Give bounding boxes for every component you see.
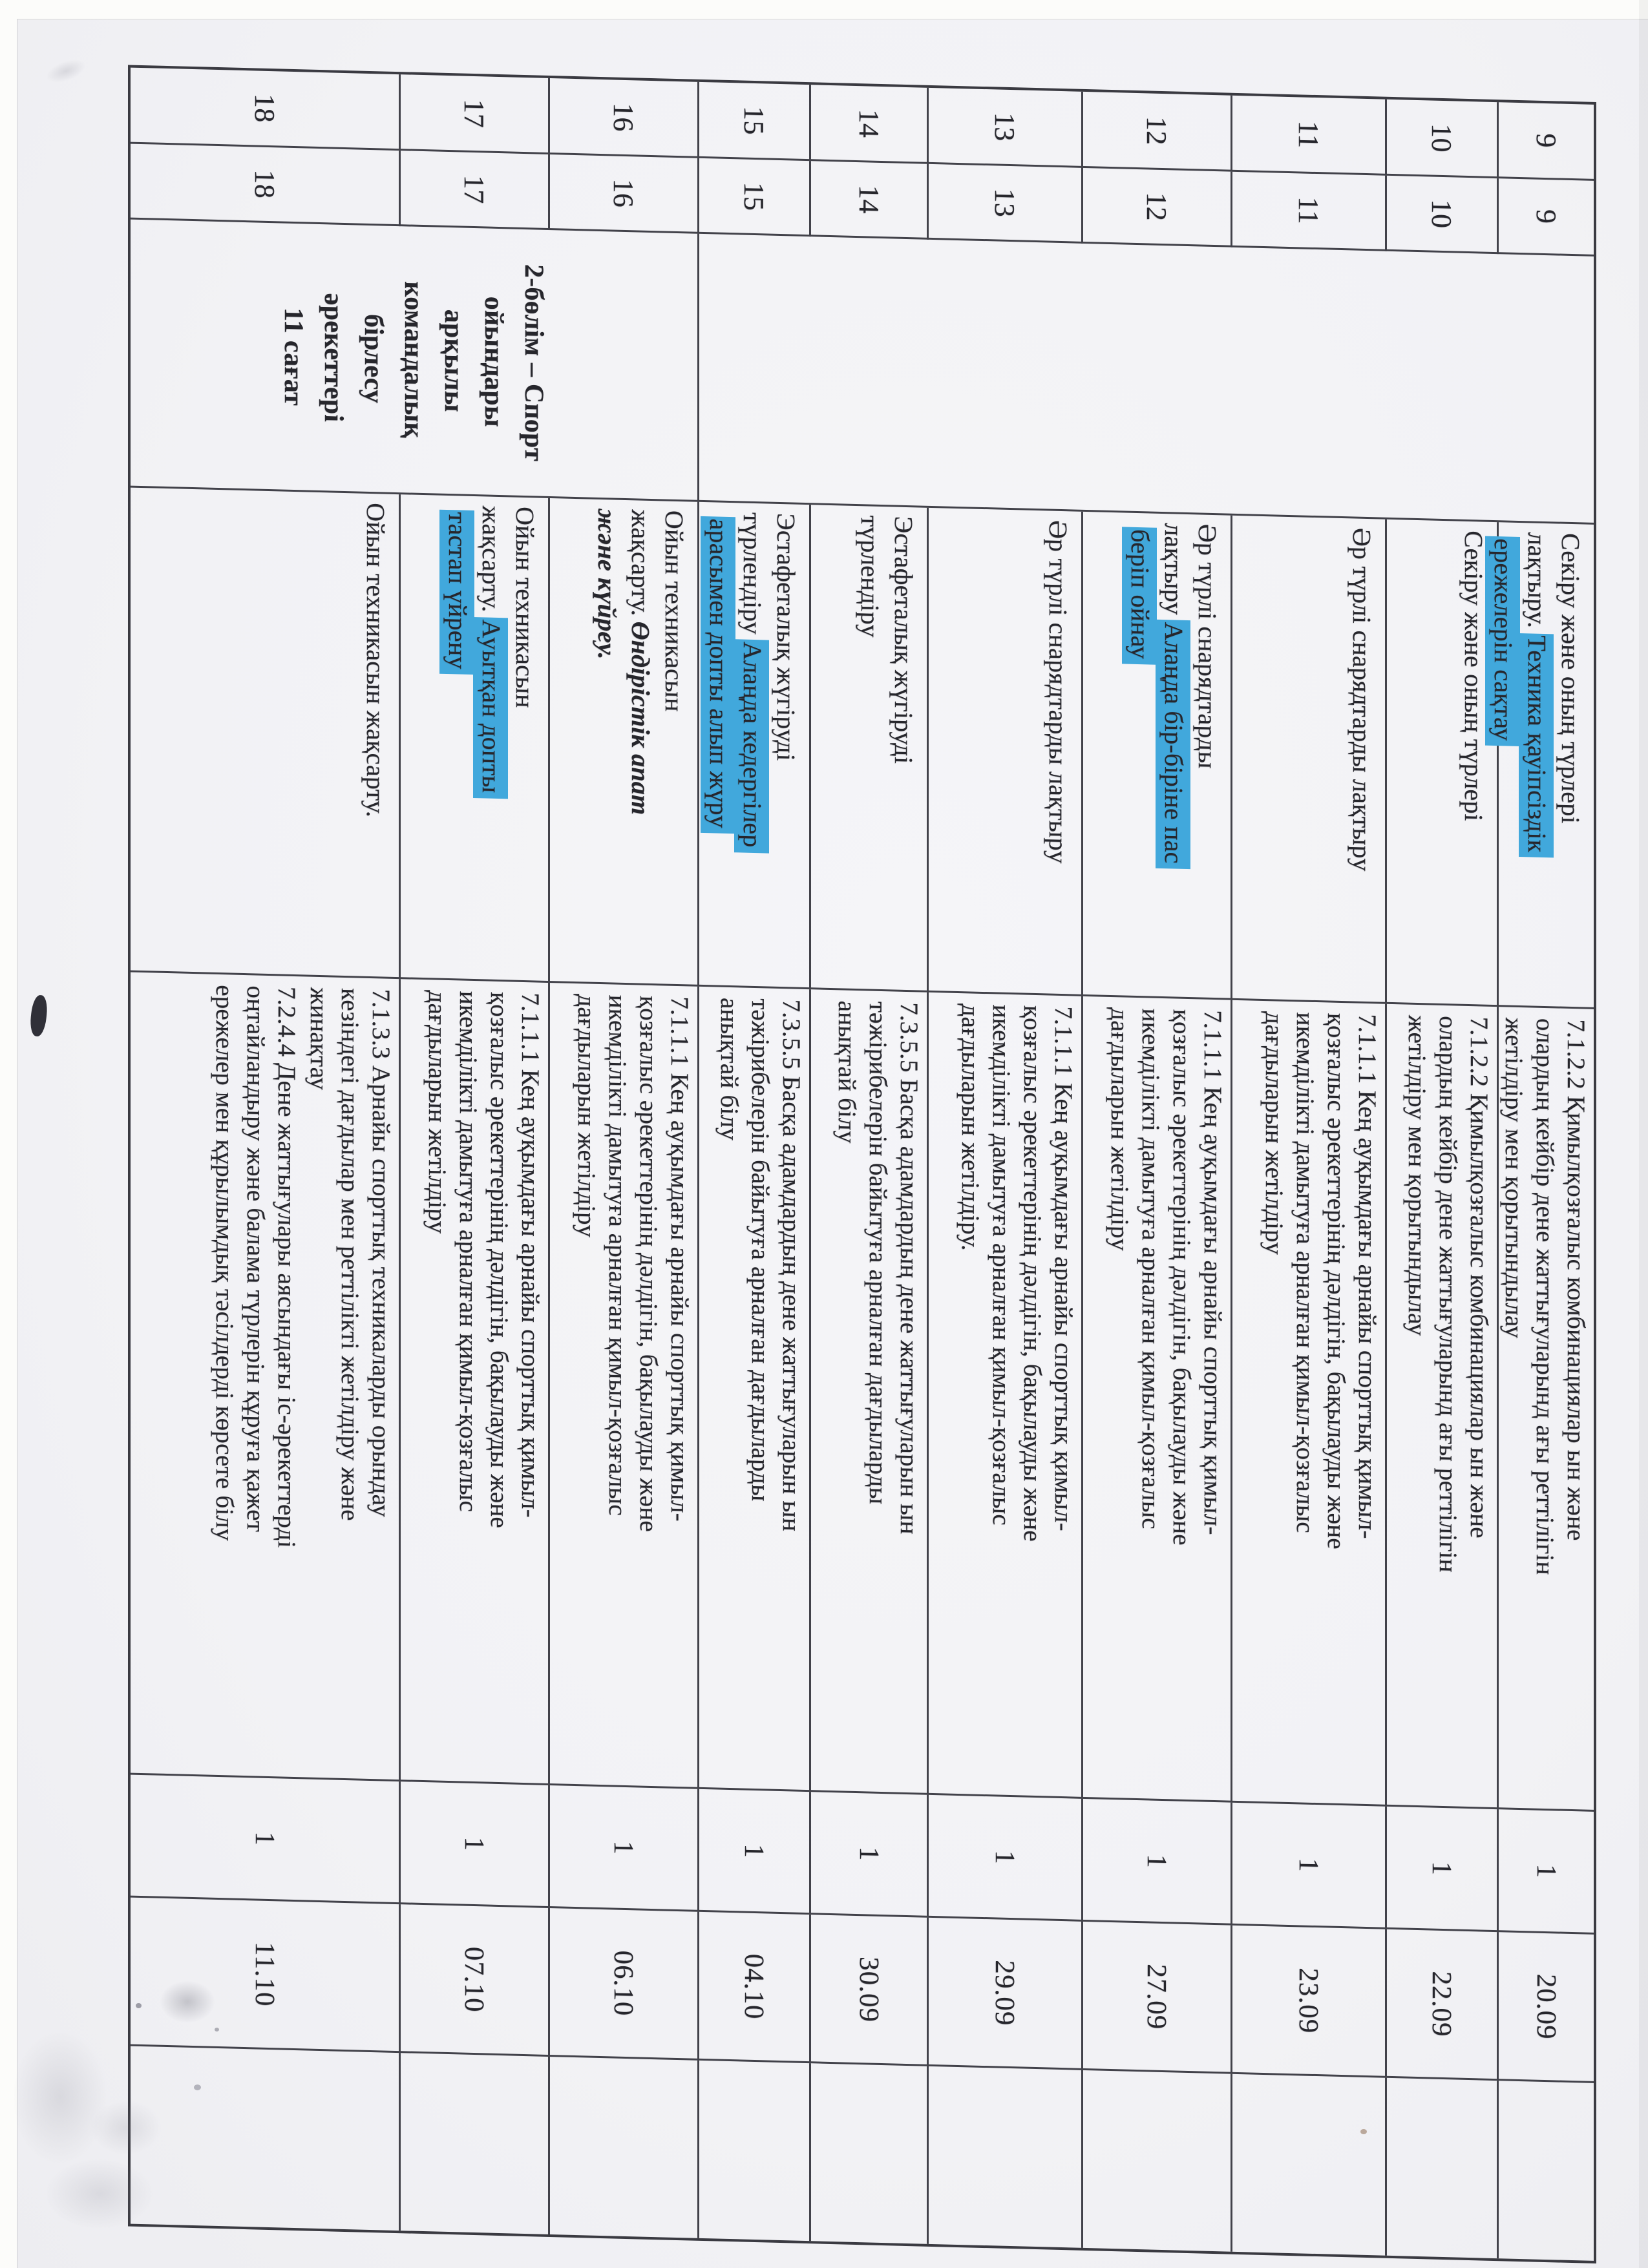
hours-value: 1 (459, 1836, 490, 1851)
objectives-cell (131, 972, 399, 1782)
objectives-cell (1231, 1000, 1385, 1807)
topic-text: Ойын техникасын жақсарту. (626, 509, 689, 713)
lesson-number-cell (1231, 172, 1385, 251)
date-cell (1385, 1929, 1497, 2081)
objective-text: 7.1.1.1 Кең ауқымдағы арнайы спорттық қимыл-қозғалыс әрекеттерінің дәлдігін, бақылауды және икемділікті дамытуға арналған қимыл-қозғалыс дағдыларын жетілдіру (573, 993, 693, 1533)
hours-cell (548, 1785, 697, 1912)
date-value: 23.09 (1293, 1967, 1324, 2034)
date-cell (1497, 1932, 1594, 2083)
notes-cell (131, 2046, 399, 2231)
hours-cell (697, 1789, 809, 1915)
lesson-number-cell (927, 164, 1081, 244)
lesson-topic-cell (1489, 522, 1594, 1009)
objective-text: 7.1.2.2 Қимылқозғалыс комбинациялар ын және олардың кейбір дене жаттығуларынд ағы реттілігін жетілдіру мен қорытындылау (1500, 1017, 1590, 1575)
objective-text: 7.1.1.1 Кең ауқымдағы арнайы спорттық қимыл-қозғалыс әрекеттерінің дәлдігін, бақылауды және икемділікті дамытуға арналған қимыл-қозғалыс дағдыларын жетілдіру. (956, 1003, 1077, 1542)
hours-cell (1081, 1799, 1231, 1926)
topic-highlighted-text: Алаңда бір-біріне пас беріп ойнау (1122, 527, 1190, 869)
row-number: 14 (853, 109, 885, 138)
lesson-topic-cell (548, 498, 697, 987)
date-value: 11.10 (249, 1941, 280, 2008)
hours-cell (1231, 1803, 1385, 1929)
topic-highlighted-text: Алаңда кедергілер арасымен допты алып жүру (701, 516, 769, 853)
lesson-topic-cell (1081, 512, 1231, 1000)
hours-cell (809, 1792, 927, 1918)
row-number: 12 (1141, 116, 1173, 146)
hours-value: 1 (739, 1843, 770, 1858)
date-cell (697, 1912, 809, 2063)
lesson-topic-cell (1231, 516, 1385, 1004)
section-title (274, 258, 555, 462)
row-number-cell (399, 74, 548, 154)
lesson-number-cell (809, 161, 927, 240)
objectives-cell (399, 979, 548, 1785)
lesson-number-cell (399, 151, 548, 230)
date-cell (1081, 1922, 1231, 2074)
lesson-number: 12 (1141, 191, 1173, 222)
objective-text: 7.2.4.4 Дене жаттығулары аясындағы іс-әрекеттерді оңтайландыру және балама түрлерін құруға қажет ережелер мен құрылымдық тәсілдерді көрсете білу (211, 984, 301, 1549)
objective-text: 7.3.5.5 Басқа адамдардың дене жаттығуларын ын тәжірибелерін байытуға арналған дағдыларды анықтай білу (715, 997, 805, 1532)
hours-value: 1 (1141, 1853, 1172, 1869)
date-value: 06.10 (608, 1949, 639, 2017)
topic-text: Әр түрлі снарядтарды лақтыру (1347, 527, 1377, 872)
row-number-cell (1231, 96, 1385, 176)
objectives-cell (1385, 1004, 1497, 1809)
hours-value: 1 (1531, 1864, 1561, 1878)
hours-cell (1385, 1807, 1497, 1932)
hours-value: 1 (854, 1846, 884, 1862)
date-value: 20.09 (1531, 1973, 1561, 2041)
objectives-cell (548, 983, 697, 1789)
date-cell (131, 1898, 399, 2053)
lesson-topic-cell (399, 494, 548, 983)
date-value: 27.09 (1141, 1963, 1172, 2030)
row-number: 9 (1530, 132, 1562, 149)
notes-cell (1081, 2070, 1231, 2252)
hours-cell (1497, 1809, 1594, 1935)
topic-highlighted-text: Техника қауіпсіздік ережелерін сақтау (1485, 536, 1554, 858)
row-number-cell (131, 68, 399, 151)
objectives-cell (697, 987, 809, 1792)
notes-cell (809, 2063, 927, 2244)
section-title-line: ойындары (479, 296, 509, 428)
objective-text: 7.1.2.2 Қимылқозғалыс комбинациялар ын және олардың кейбір дене жаттығуларынд ағы реттілігін жетілдіру мен қорытындылау (1403, 1014, 1493, 1573)
section-title-line: командалық (399, 280, 429, 439)
date-value: 29.09 (989, 1959, 1020, 2026)
lesson-plan-table (128, 65, 1596, 2263)
date-value: 07.10 (459, 1946, 490, 2013)
lesson-number: 11 (1293, 196, 1325, 225)
lesson-number-cell (697, 158, 809, 236)
lesson-number-cell (1497, 178, 1594, 257)
hours-value: 1 (249, 1831, 280, 1846)
objectives-cell (809, 989, 927, 1795)
objective-text: 7.1.1.1 Кең ауқымдағы арнайы спорттық қимыл-қозғалыс әрекеттерінің дәлдігін, бақылауды және икемділікті дамытуға арналған қимыл-қозғалыс дағдыларын жетілдіру (1260, 1011, 1381, 1550)
topic-text: Эстафеталық жүгіруді түрлендіру (738, 512, 801, 762)
row-number: 10 (1426, 123, 1458, 153)
lesson-number: 13 (989, 188, 1021, 218)
row-number-cell (548, 78, 697, 158)
hours-cell (131, 1775, 399, 1905)
date-value: 04.10 (739, 1953, 770, 2020)
lesson-number-cell (1385, 176, 1497, 254)
lesson-topic-cell (1385, 520, 1497, 1007)
row-number: 13 (989, 112, 1021, 142)
topic-text: Секіру және оның түрлері лақтыру. (1523, 532, 1585, 824)
date-value: 30.09 (854, 1956, 884, 2023)
date-cell (548, 1908, 697, 2061)
section-title-line: әрекеттері (319, 293, 349, 423)
topic-text: Эстафеталық жүгіруді түрлендіру (856, 514, 918, 764)
section-title-line: арқылы (439, 309, 469, 413)
row-number-cell (809, 85, 927, 164)
topic-italic-text: Өндірістік апат және күйреу. (593, 508, 655, 815)
notes-cell (927, 2066, 1081, 2248)
row-number: 17 (458, 98, 491, 129)
section-title-line: 2-бөлім – Спорт (519, 264, 549, 462)
date-cell (399, 1904, 548, 2057)
lesson-number-cell (131, 144, 399, 227)
notes-cell (1231, 2074, 1385, 2256)
lesson-topic-cell (131, 488, 399, 980)
row-number-cell (697, 82, 809, 161)
hours-cell (399, 1781, 548, 1908)
row-number-cell (1081, 92, 1231, 172)
lesson-number: 16 (607, 178, 640, 208)
hours-cell (927, 1795, 1081, 1922)
topic-text: Ойын техникасын жақсарту. (477, 505, 540, 709)
lesson-topic-cell (927, 508, 1081, 996)
hours-value: 1 (608, 1840, 639, 1855)
lesson-number: 9 (1530, 209, 1562, 224)
topic-text: Ойын техникасын жақсарту. (361, 502, 390, 818)
lesson-number-cell (1081, 168, 1231, 247)
table-wrapper (128, 65, 1596, 2263)
notes-cell (697, 2061, 809, 2241)
objectives-cell (927, 992, 1081, 1799)
notes-cell (1497, 2081, 1594, 2261)
row-number-cell (927, 88, 1081, 168)
lesson-topic-cell (697, 502, 809, 989)
lesson-number: 14 (853, 184, 885, 215)
section-title-line: бірлесу (359, 313, 389, 404)
lesson-number-cell (548, 154, 697, 234)
date-cell (927, 1918, 1081, 2070)
objective-text: 7.3.5.5 Басқа адамдардың дене жаттығуларын ын тәжірибелерін байытуға арналған дағдыларды анықтай білу (833, 1000, 923, 1535)
hours-value: 1 (1426, 1860, 1457, 1876)
topic-text: Әр түрлі снарядтарды лақтыру (1044, 520, 1073, 865)
lesson-number: 10 (1426, 199, 1458, 229)
section-title-line: 11 сағат (279, 307, 309, 406)
section-title-cell (131, 220, 697, 502)
hours-value: 1 (1293, 1857, 1324, 1873)
date-value: 22.09 (1426, 1970, 1457, 2037)
objective-text: 7.1.1.1 Кең ауқымдағы арнайы спорттық қимыл-қозғалыс әрекеттерінің дәлдігін, бақылауды және икемділікті дамытуға арналған қимыл-қозғалыс дағдыларын жетілдіру (1106, 1007, 1227, 1546)
hours-value: 1 (989, 1849, 1020, 1865)
lesson-number: 18 (249, 169, 280, 199)
notes-cell (399, 2053, 548, 2234)
section-empty-cell (697, 234, 1594, 525)
row-number: 11 (1293, 120, 1325, 149)
lesson-number: 15 (738, 182, 770, 211)
date-cell (809, 1915, 927, 2066)
objective-text: 7.1.3.3 Арнайы спорттық техникаларды орындау кезіндегі дағдылар мен реттілікті жетілдіру және жинақтау (305, 987, 395, 1522)
topic-text: Секіру және оның түрлері (1459, 530, 1488, 822)
topic-highlighted-text: Ауытқан допты тастап үйрену (439, 510, 508, 799)
objectives-cell (1497, 1007, 1594, 1812)
objective-text: 7.1.1.1 Кең ауқымдағы арнайы спорттық қимыл-қозғалыс әрекеттерінің дәлдігін, бақылауды және икемділікті дамытуға арналған қимыл-қозғалыс дағдыларын жетілдіру (423, 990, 544, 1529)
lesson-number: 17 (458, 174, 491, 204)
row-number: 15 (738, 105, 770, 136)
row-number: 18 (249, 93, 280, 123)
row-number: 16 (607, 102, 640, 132)
lesson-topic-cell (809, 505, 927, 992)
notes-cell (1385, 2078, 1497, 2258)
notes-cell (548, 2057, 697, 2238)
row-number-cell (1385, 100, 1497, 178)
objectives-cell (1081, 996, 1231, 1803)
topic-text: Әр түрлі снарядтарды лақтыру (1159, 522, 1222, 770)
row-number-cell (1497, 102, 1594, 181)
date-cell (1231, 1926, 1385, 2078)
